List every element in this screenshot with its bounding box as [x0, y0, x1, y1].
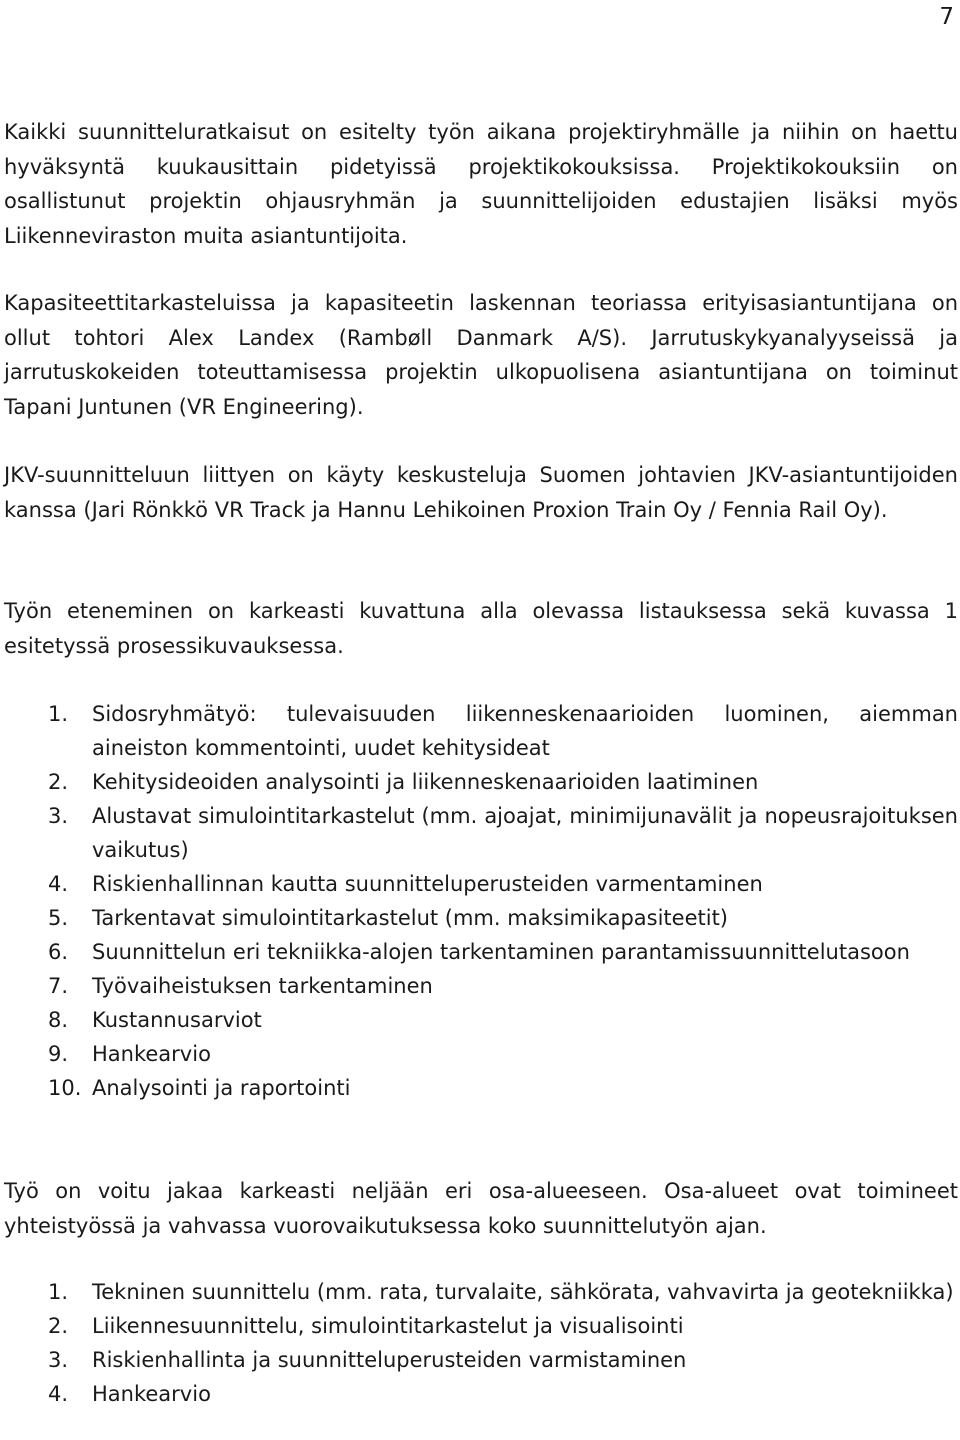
- list-item-number: 10.: [48, 1076, 82, 1100]
- work-area-list: [4, 1275, 958, 1411]
- list-item: [4, 1071, 958, 1105]
- list-item: [4, 765, 958, 799]
- paragraph-jkv: JKV-suunnitteluun liittyen on käyty keskusteluja Suomen johtavien JKV-asiantuntijoiden kanssa (Jari Rönkkö VR Track ja Hannu Lehikoinen Proxion Train Oy / Fennia Rail Oy).: [4, 463, 958, 522]
- paragraph-work-areas: Työ on voitu jakaa karkeasti neljään eri osa-alueeseen. Osa-alueet ovat toimineet yhteistyössä ja vahvassa vuorovaikutuksessa koko suunnittelutyön ajan.: [4, 1179, 958, 1238]
- list-item-text: Analysointi ja raportointi: [92, 1076, 351, 1100]
- list-item-text: Suunnittelun eri tekniikka-alojen tarkentaminen parantamissuunnittelutasoon: [92, 940, 910, 964]
- paragraph-experts: Kapasiteettitarkasteluissa ja kapasiteetin laskennan teoriassa erityisasiantuntijana on ollut tohtori Alex Landex (Rambøll Danmark A/S). Jarrutuskykyanalyyseissä ja jarrutuskokeiden toteuttamisessa projektin ulkopuolisena asiantuntijana on toiminut Tapani Juntunen (VR Engineering).: [4, 291, 958, 419]
- list-item-number: 6.: [48, 940, 69, 964]
- list-item-number: 8.: [48, 1008, 69, 1032]
- list-item: [4, 1003, 958, 1037]
- list-item: [4, 1377, 958, 1411]
- list-item-number: 5.: [48, 906, 69, 930]
- list-item-number: 4.: [48, 872, 69, 896]
- list-item-text: Kustannusarviot: [92, 1008, 262, 1032]
- list-item-text: Liikennesuunnittelu, simulointitarkastelut ja visualisointi: [92, 1314, 684, 1338]
- page-number: 7: [939, 4, 954, 30]
- paragraph-progress-intro: Työn eteneminen on karkeasti kuvattuna alla olevassa listauksessa sekä kuvassa 1 esitetyssä prosessikuvauksessa.: [4, 599, 958, 658]
- list-item: [4, 969, 958, 1003]
- process-list: [4, 697, 958, 1105]
- list-item: [4, 1275, 958, 1309]
- list-item: [4, 1037, 958, 1071]
- list-item: [4, 867, 958, 901]
- list-item-number: 1.: [48, 1280, 69, 1304]
- list-item: [4, 935, 958, 969]
- list-item-text: Sidosryhmätyö: tulevaisuuden liikenneskenaarioiden luominen, aiemman aineiston kommentointi, uudet kehitysideat: [92, 702, 958, 760]
- list-item-number: 3.: [48, 804, 69, 828]
- list-item-text: Riskienhallinnan kautta suunnitteluperusteiden varmentaminen: [92, 872, 763, 896]
- list-item-text: Tekninen suunnittelu (mm. rata, turvalaite, sähkörata, vahvavirta ja geotekniikka): [92, 1280, 954, 1304]
- paragraph-approvals: Kaikki suunnitteluratkaisut on esitelty työn aikana projektiryhmälle ja niihin on haettu hyväksyntä kuukausittain pidetyissä projektikokouksissa. Projektikokouksiin on osallistunut projektin ohjausryhmän ja suunnittelijoiden edustajien lisäksi myös Liikenneviraston muita asiantuntijoita.: [4, 120, 958, 248]
- list-item-text: Hankearvio: [92, 1382, 211, 1406]
- list-item-number: 1.: [48, 702, 69, 726]
- list-item-text: Hankearvio: [92, 1042, 211, 1066]
- list-item-number: 2.: [48, 770, 69, 794]
- list-item-text: Kehitysideoiden analysointi ja liikenneskenaarioiden laatiminen: [92, 770, 759, 794]
- list-item-number: 2.: [48, 1314, 69, 1338]
- list-item-text: Alustavat simulointitarkastelut (mm. ajoajat, minimijunavälit ja nopeusrajoituksen vaikutus): [92, 804, 958, 862]
- list-item-number: 7.: [48, 974, 69, 998]
- list-item-text: Tarkentavat simulointitarkastelut (mm. maksimikapasiteetit): [92, 906, 728, 930]
- list-item-text: Riskienhallinta ja suunnitteluperusteiden varmistaminen: [92, 1348, 687, 1372]
- list-item: [4, 697, 958, 765]
- list-item-number: 9.: [48, 1042, 69, 1066]
- list-item-number: 3.: [48, 1348, 69, 1372]
- list-item-text: Työvaiheistuksen tarkentaminen: [92, 974, 433, 998]
- list-item: [4, 1309, 958, 1343]
- list-item-number: 4.: [48, 1382, 69, 1406]
- list-item: [4, 1343, 958, 1377]
- list-item: [4, 799, 958, 867]
- list-item: [4, 901, 958, 935]
